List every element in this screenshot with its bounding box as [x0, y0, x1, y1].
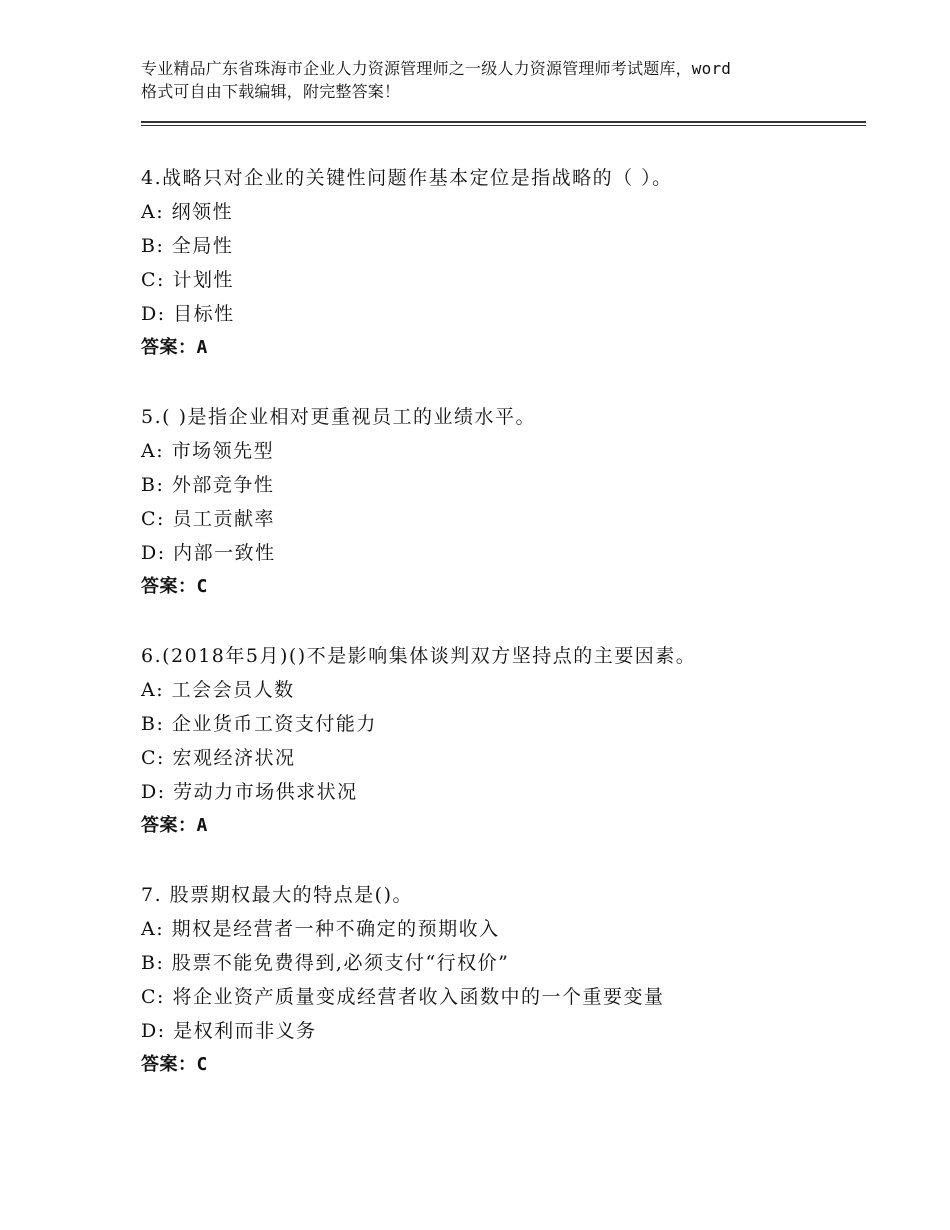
header-line-2: 格式可自由下载编辑，附完整答案！ — [141, 82, 401, 101]
answer-line: 答案：A — [141, 337, 208, 358]
option-c: C: 将企业资产质量变成经营者收入函数中的一个重要变量 — [141, 986, 665, 1008]
option-c: C: 员工贡献率 — [141, 508, 275, 530]
question-block-5 — [141, 400, 881, 604]
option-d: D: 内部一致性 — [141, 542, 276, 564]
question-block-7 — [141, 878, 881, 1082]
question-block-6 — [141, 639, 881, 843]
option-b: B: 外部竞争性 — [141, 474, 275, 496]
question-stem: 5.( )是指企业相对更重视员工的业绩水平。 — [141, 406, 536, 428]
document-header — [141, 57, 831, 103]
header-divider-thin — [141, 125, 866, 126]
question-stem: 4.战略只对企业的关键性问题作基本定位是指战略的（ ）。 — [141, 167, 673, 189]
answer-line: 答案：A — [141, 815, 208, 836]
option-a: A: 纲领性 — [141, 201, 234, 223]
question-stem: 6.(2018年5月)()不是影响集体谈判双方坚持点的主要因素。 — [141, 645, 697, 667]
option-c: C: 宏观经济状况 — [141, 747, 296, 769]
option-d: D: 是权利而非义务 — [141, 1020, 317, 1042]
option-a: A: 期权是经营者一种不确定的预期收入 — [141, 918, 500, 940]
question-block-4 — [141, 161, 881, 365]
option-c: C: 计划性 — [141, 269, 234, 291]
option-b: B: 全局性 — [141, 235, 234, 257]
answer-line: 答案：C — [141, 1054, 208, 1075]
option-a: A: 工会会员人数 — [141, 679, 295, 701]
question-stem: 7. 股票期权最大的特点是()。 — [141, 884, 413, 906]
header-divider-thick — [141, 121, 866, 123]
header-line-1: 专业精品广东省珠海市企业人力资源管理师之一级人力资源管理师考试题库，word — [141, 59, 732, 78]
option-b: B: 股票不能免费得到,必须支付“行权价” — [141, 952, 510, 974]
option-a: A: 市场领先型 — [141, 440, 275, 462]
answer-line: 答案：C — [141, 576, 208, 597]
option-b: B: 企业货币工资支付能力 — [141, 713, 377, 735]
option-d: D: 劳动力市场供求状况 — [141, 781, 358, 803]
option-d: D: 目标性 — [141, 303, 235, 325]
